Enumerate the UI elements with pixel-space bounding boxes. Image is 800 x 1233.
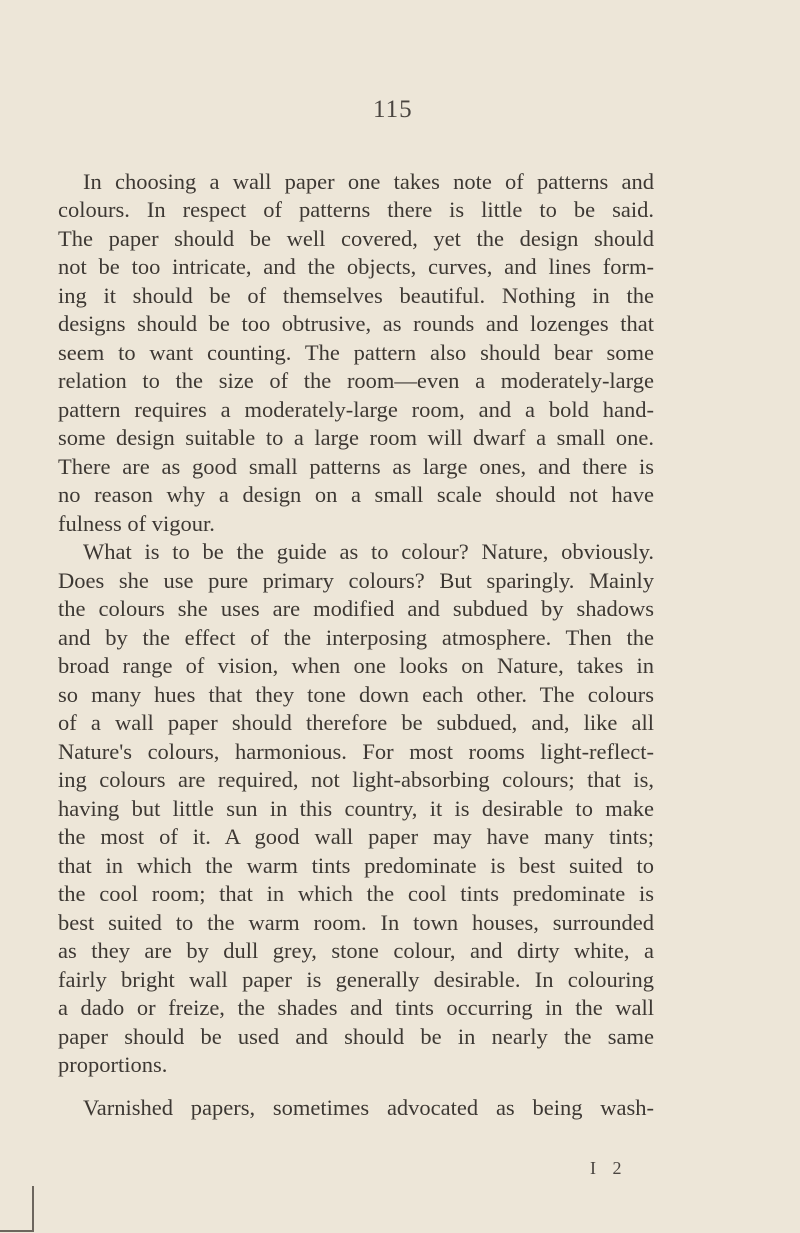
text-line: best suited to the warm room. In town houses, surrounded — [58, 910, 654, 935]
text-line: colours. In respect of patterns there is little to be said. — [58, 197, 654, 222]
text-line: and by the effect of the interposing atmosphere. Then the — [58, 625, 654, 650]
text-line: no reason why a design on a small scale should not have — [58, 482, 654, 507]
text-line: the colours she uses are modified and subdued by shadows — [58, 596, 654, 621]
text-line: a dado or freize, the shades and tints occurring in the wall — [58, 995, 654, 1020]
text-line: ing colours are required, not light-absorbing colours; that is, — [58, 767, 654, 792]
text-line: some design suitable to a large room will dwarf a small one. — [58, 425, 654, 450]
text-line: fairly bright wall paper is generally desirable. In colouring — [58, 967, 654, 992]
text-line: not be too intricate, and the objects, curves, and lines form- — [58, 254, 654, 279]
text-line: paper should be used and should be in nearly the same — [58, 1024, 654, 1049]
signature-mark: I 2 — [590, 1158, 628, 1178]
page-number: 115 — [373, 96, 413, 123]
text-line: the cool room; that in which the cool tints predominate is — [58, 881, 654, 906]
text-line: fulness of vigour. — [58, 511, 215, 536]
text-line: Nature's colours, harmonious. For most rooms light-reflect- — [58, 739, 654, 764]
text-line: having but little sun in this country, it is desirable to make — [58, 796, 654, 821]
text-line: Varnished papers, sometimes advocated as being wash- — [83, 1095, 654, 1120]
text-line: pattern requires a moderately-large room, and a bold hand- — [58, 397, 654, 422]
text-line: broad range of vision, when one looks on Nature, takes in — [58, 653, 654, 678]
text-line: In choosing a wall paper one takes note of patterns and — [83, 169, 654, 194]
text-line: What is to be the guide as to colour? Nature, obviously. — [83, 539, 654, 564]
text-line: proportions. — [58, 1052, 168, 1077]
corner-rule — [0, 1230, 34, 1232]
text-line: so many hues that they tone down each other. The colours — [58, 682, 654, 707]
text-line: seem to want counting. The pattern also should bear some — [58, 340, 654, 365]
text-line: There are as good small patterns as large ones, and there is — [58, 454, 654, 479]
text-line: designs should be too obtrusive, as rounds and lozenges that — [58, 311, 654, 336]
text-line: relation to the size of the room—even a moderately-large — [58, 368, 654, 393]
text-line: ing it should be of themselves beautiful. Nothing in the — [58, 283, 654, 308]
corner-rule-vertical — [32, 1186, 34, 1232]
text-line: that in which the warm tints predominate is best suited to — [58, 853, 654, 878]
text-line: Does she use pure primary colours? But sparingly. Mainly — [58, 568, 654, 593]
text-line: as they are by dull grey, stone colour, and dirty white, a — [58, 938, 654, 963]
text-line: the most of it. A good wall paper may have many tints; — [58, 824, 654, 849]
text-line: of a wall paper should therefore be subdued, and, like all — [58, 710, 654, 735]
text-line: The paper should be well covered, yet the design should — [58, 226, 654, 251]
